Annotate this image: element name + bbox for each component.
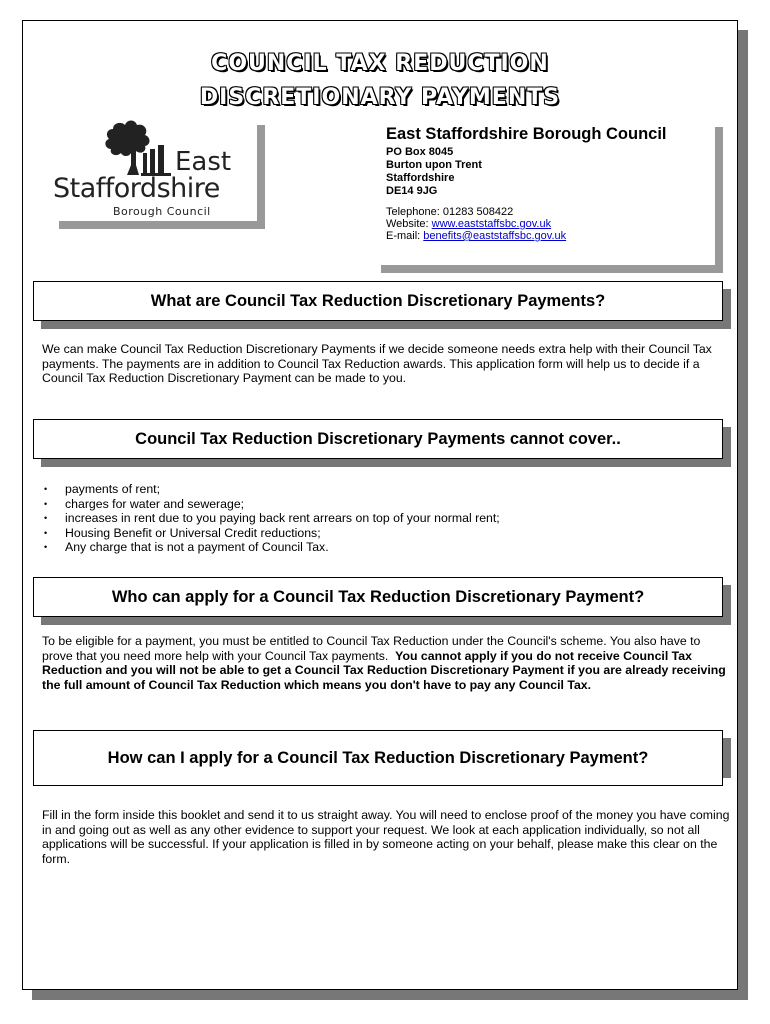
list-item: • charges for water and sewerage;	[42, 497, 722, 512]
document-page	[22, 20, 738, 990]
tree-logo-icon	[103, 119, 175, 179]
email-row	[386, 230, 715, 242]
section-heading-who-can-apply: Who can apply for a Council Tax Reduction Discretionary Payment?	[33, 577, 723, 617]
section-heading-cannot-cover: Council Tax Reduction Discretionary Payments cannot cover..	[33, 419, 723, 459]
logo-text-east: East	[175, 147, 232, 177]
list-item: • Any charge that is not a payment of Council Tax.	[42, 540, 722, 555]
address-line: Staffordshire	[386, 172, 455, 184]
address-box	[373, 119, 715, 265]
email-link[interactable]: benefits@eaststaffsbc.gov.uk	[423, 230, 567, 242]
telephone: Telephone: 01283 508422	[386, 206, 514, 218]
section-heading-what: What are Council Tax Reduction Discretionary Payments?	[33, 281, 723, 321]
section-heading-how-to-apply: How can I apply for a Council Tax Reduction Discretionary Payment?	[33, 730, 723, 786]
cannot-cover-list	[42, 482, 722, 555]
address-line: DE14 9JG	[386, 185, 438, 197]
section-text-how-to-apply: Fill in the form inside this booklet and send it to us straight away. You will need to enclose proof of the money you have coming in and going out as well as any other evidence to support your request. We look at each application individually, so not all applications will be successful. If your application is filled in by someone acting on your behalf, please make this clear on the form.	[42, 808, 730, 866]
document-title-line1: COUNCIL TAX REDUCTION	[211, 51, 549, 76]
list-item: • payments of rent;	[42, 482, 722, 497]
list-item: • increases in rent due to you paying back rent arrears on top of your normal rent;	[42, 511, 722, 526]
eligibility-bold-text: You cannot apply if you do not receive Council Tax Reduction and you will not be able to get a Council Tax Reduction Discretionary Payment if you are already receiving the full amount of Council Tax Reduction which means you don't have to pay any Council Tax.	[42, 648, 726, 692]
eligibility-text: To be eligible for a payment, you must be entitled to Council Tax Reduction under the Council's scheme. You also have to prove that you need more help with your Council Tax payments.	[42, 634, 701, 663]
address-line: Burton upon Trent	[386, 159, 482, 171]
website-row	[386, 218, 715, 230]
address-line: PO Box 8045	[386, 146, 454, 158]
logo-text-borough-council: Borough Council	[113, 205, 211, 218]
section-text-who-can-apply	[42, 634, 732, 692]
section-text-what: We can make Council Tax Reduction Discretionary Payments if we decide someone needs extra help with their Council Tax payments. The payments are in addition to Council Tax Reduction awards. This application form will help us to decide if a Council Tax Reduction Discretionary Payment can be made to you.	[42, 342, 712, 385]
logo-text-staffordshire: Staffordshire	[53, 173, 220, 204]
website-label: Website:	[386, 218, 432, 230]
email-label: E-mail:	[386, 230, 424, 242]
council-name: East Staffordshire Borough Council	[386, 125, 667, 143]
website-link[interactable]: www.eaststaffsbc.gov.uk	[431, 218, 552, 230]
list-item: • Housing Benefit or Universal Credit reductions;	[42, 526, 722, 541]
council-logo	[51, 117, 257, 221]
document-title-line2: DISCRETIONARY PAYMENTS	[199, 85, 561, 110]
